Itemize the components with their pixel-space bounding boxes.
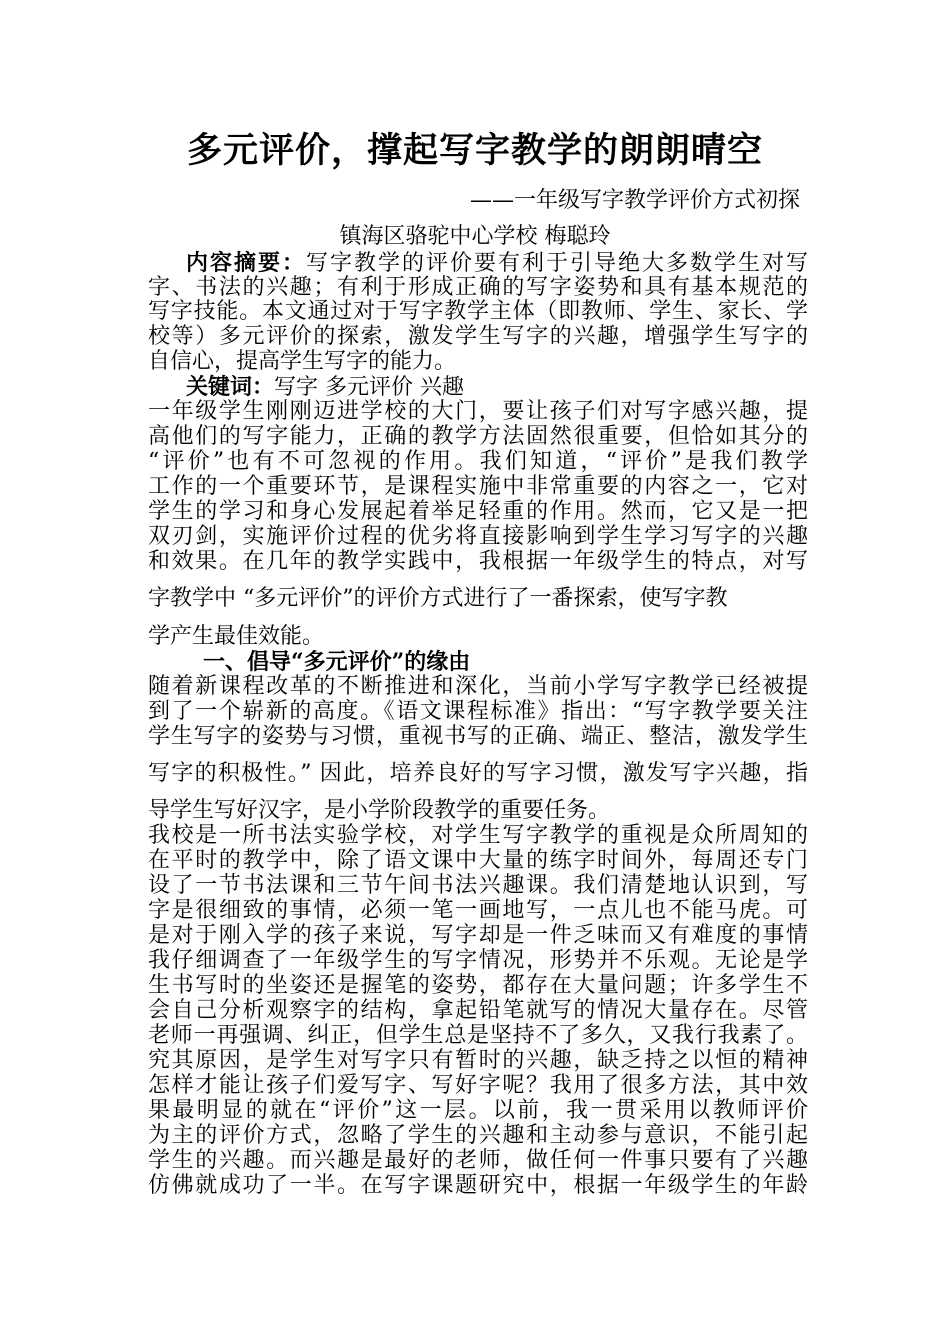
section1-line: 写字的积极性。” 因此，培养良好的写字习惯，激发写字兴趣，指 — [148, 761, 808, 786]
section1-line: 随着新课程改革的不断推进和深化，当前小学写字教学已经被提 — [148, 674, 808, 699]
para3-line: 怎样才能让孩子们爱写字、写好字呢？我用了很多方法，其中效 — [148, 1073, 808, 1098]
para3-line: 学生的兴趣。而兴趣是最好的老师，做任何一件事只要有了兴趣 — [148, 1148, 808, 1173]
para3-line: 会自己分析观察字的结构，拿起铅笔就写的情况大量存在。尽管 — [148, 998, 808, 1023]
para3-line: 究其原因，是学生对写字只有暂时的兴趣，缺乏持之以恒的精神 — [148, 1048, 808, 1073]
para3-line: 我校是一所书法实验学校，对学生写字教学的重视是众所周知的 — [148, 823, 808, 848]
abstract-line: 写字技能。本文通过对于写字教学主体（即教师、学生、家长、学 — [148, 299, 808, 324]
keywords-label: 关键词： — [186, 374, 275, 400]
keywords: 写字 多元评价 兴趣 — [274, 375, 465, 400]
para3-line: 老师一再强调、纠正，但学生总是坚持不了多久，又我行我素了。 — [148, 1023, 808, 1048]
abstract-line: 自信心，提高学生写字的能力。 — [148, 349, 457, 374]
para3-line: 在平时的教学中，除了语文课中大量的练字时间外，每周还专门 — [148, 848, 808, 873]
intro-line: 学生的学习和身心发展起着举足轻重的作用。然而，它又是一把 — [148, 499, 808, 524]
section-heading: 一、倡导“多元评价”的缘由 — [203, 649, 471, 675]
section1-line: 学生写字的姿势与习惯，重视书写的正确、端正、整洁，激发学生 — [148, 724, 808, 749]
document-subtitle: ——一年级写字教学评价方式初探 — [469, 188, 800, 213]
intro-line: “评价”也有不可忽视的作用。我们知道，“评价”是我们教学 — [148, 449, 808, 474]
para3-line: 我仔细调查了一年级学生的写字情况，形势并不乐观。无论是学 — [148, 948, 808, 973]
keywords-line — [148, 374, 808, 401]
para3-line: 设了一节书法课和三节午间书法兴趣课。我们清楚地认识到，写 — [148, 873, 808, 898]
para3-line: 是对于刚入学的孩子来说，写字却是一件乏味而又有难度的事情 — [148, 923, 808, 948]
section1-line: 到了一个崭新的高度。《语文课程标准》指出：“写字教学要关注 — [148, 699, 808, 724]
intro-line: 高他们的写字能力，正确的教学方法固然很重要，但恰如其分的 — [148, 424, 808, 449]
document-title: 多元评价，撑起写字教学的朗朗晴空 — [186, 130, 763, 171]
intro-line: 工作的一个重要环节，是课程实施中非常重要的内容之一，它对 — [148, 474, 808, 499]
abstract-line: 校等）多元评价的探索，激发学生写字的兴趣，增强学生写字的 — [148, 324, 808, 349]
section1-line: 导学生写好汉字，是小学阶段教学的重要任务。 — [148, 798, 611, 823]
abstract-line: 字、书法的兴趣；有利于形成正确的写字姿势和具有基本规范的 — [148, 275, 808, 300]
intro-line: 和效果。在几年的教学实践中，我根据一年级学生的特点，对写 — [148, 549, 808, 574]
intro-line: 一年级学生刚刚迈进学校的大门，要让孩子们对写字感兴趣，提 — [148, 399, 808, 424]
para3-line: 为主的评价方式，忽略了学生的兴趣和主动参与意识，不能引起 — [148, 1123, 808, 1148]
intro-line: 字教学中 “多元评价”的评价方式进行了一番探索，使写字教 — [148, 586, 728, 611]
para3-line: 字是很细致的事情，必须一笔一画地写，一点儿也不能马虎。可 — [148, 898, 808, 923]
intro-line: 学产生最佳效能。 — [148, 624, 325, 649]
intro-line: 双刃剑，实施评价过程的优劣将直接影响到学生学习写字的兴趣 — [148, 524, 808, 549]
document-author: 镇海区骆驼中心学校 梅聪玲 — [339, 224, 611, 249]
para3-line: 果最明显的就在“评价”这一层。以前，我一贯采用以教师评价 — [148, 1098, 808, 1123]
para3-line: 生书写时的坐姿还是握笔的姿势，都存在大量问题；许多学生不 — [148, 973, 808, 998]
abstract-line: 内容摘要：写字教学的评价要有利于引导绝大多数学生对写 — [186, 250, 808, 276]
para3-line: 仿佛就成功了一半。在写字课题研究中，根据一年级学生的年龄 — [148, 1173, 808, 1198]
abstract-label: 内容摘要： — [186, 250, 306, 276]
